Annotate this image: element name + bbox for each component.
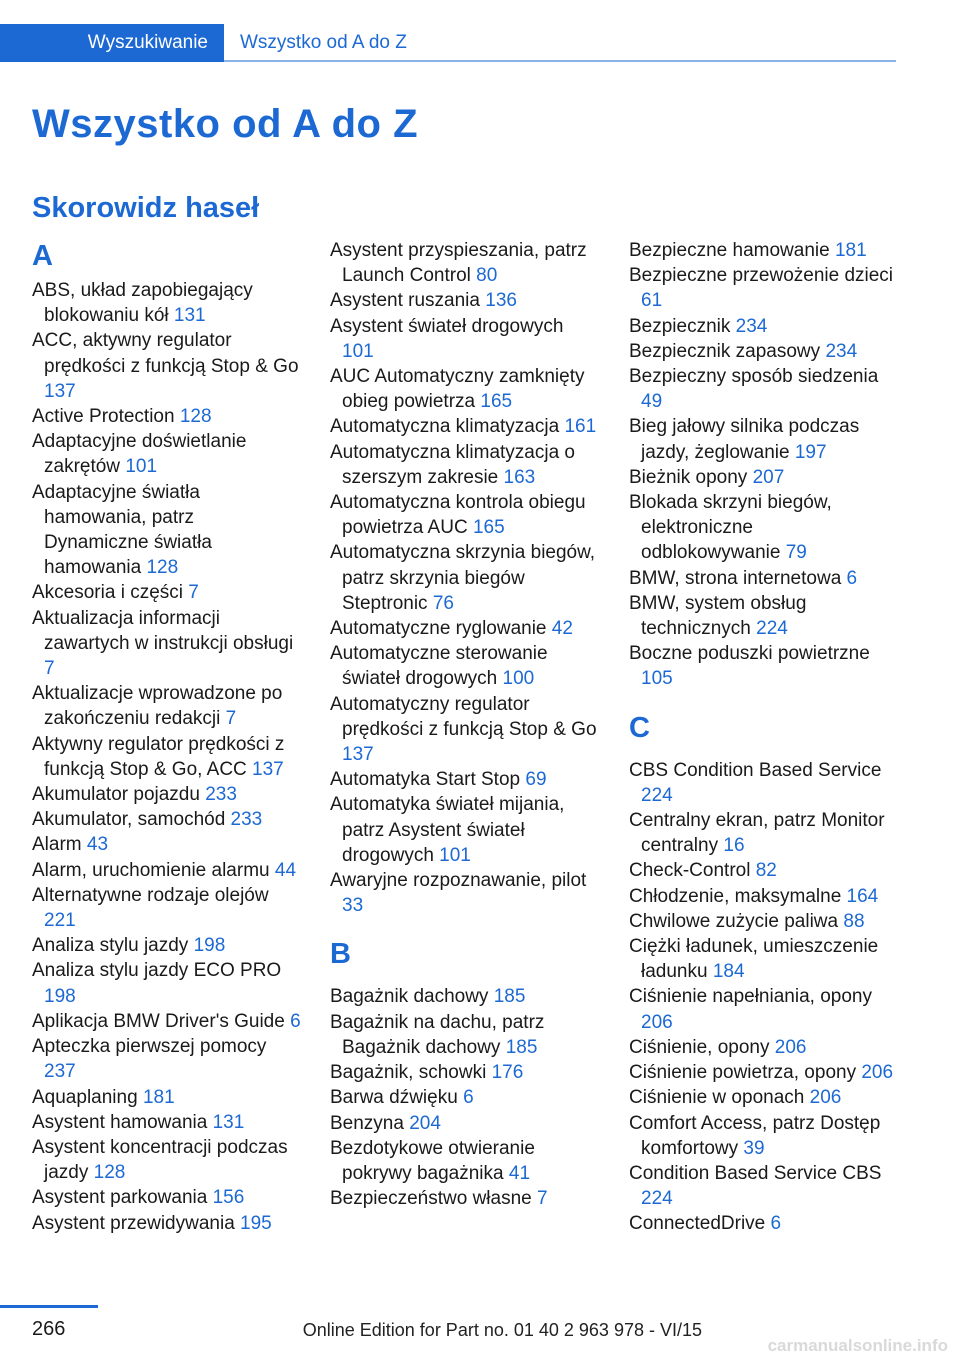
index-entry [330, 288, 600, 313]
entry-term: Automatyczne ryglowanie [330, 618, 547, 640]
entry-page-link[interactable]: 234 [735, 315, 768, 337]
entry-term: Condition Based Service CBS [629, 1162, 882, 1184]
entry-term: Benzyna [330, 1112, 404, 1134]
index-entry [32, 480, 302, 581]
entry-term: Centralny ekran, patrz Monitor centralny [629, 810, 885, 857]
index-entry [32, 606, 302, 682]
index-entry [629, 263, 897, 313]
entry-page-link[interactable]: 185 [505, 1036, 538, 1058]
entry-term: Alarm [32, 834, 82, 856]
entry-term: Alternatywne rodzaje olejów [32, 884, 269, 906]
index-entry [629, 591, 897, 641]
entry-term: Bezpieczne hamowanie [629, 240, 830, 261]
entry-page-link[interactable]: 206 [809, 1087, 842, 1109]
entry-page-link[interactable]: 42 [551, 618, 573, 640]
entry-term: AUC Automatyczny zamknięty obieg powietrza [330, 366, 585, 413]
entry-page-link[interactable]: 105 [641, 668, 673, 690]
index-entry [629, 1035, 897, 1060]
entry-term: Akumulator, samochód [32, 809, 226, 831]
entry-page-link[interactable]: 221 [44, 910, 76, 932]
header-bar [0, 24, 896, 62]
entry-page-link[interactable]: 69 [525, 769, 547, 791]
tab-a-to-z[interactable]: Wszystko od A do Z [240, 32, 407, 53]
entry-page-link[interactable]: 6 [770, 1213, 782, 1235]
index-entry [32, 1185, 302, 1210]
entry-term: Automatyczne sterowanie świateł drogowych [330, 643, 548, 690]
entry-page-link[interactable]: 206 [641, 1011, 673, 1033]
index-entry [629, 414, 897, 464]
entry-term: Asystent świateł drogowych [330, 315, 564, 337]
index-entry [629, 1085, 897, 1110]
entry-term: Awaryjne rozpoznawanie, pilot [330, 870, 587, 892]
section-letter: C [629, 711, 650, 744]
entry-term: Automatyczna klimatyzacja [330, 416, 560, 438]
entry-page-link[interactable]: 80 [476, 265, 498, 287]
index-entry [330, 1060, 600, 1085]
entry-term: Bieg jałowy silnika podczas jazdy, żeglowanie [629, 416, 860, 463]
entry-page-link[interactable]: 233 [230, 809, 263, 831]
index-entry [330, 984, 600, 1009]
entry-term: Blokada skrzyni biegów, elektroniczne odblokowywanie [629, 492, 832, 564]
entry-page-link[interactable]: 137 [342, 744, 374, 766]
entry-term: Bezpieczne przewożenie dzieci [629, 265, 894, 287]
entry-page-link[interactable]: 224 [756, 618, 788, 640]
index-entry [330, 1085, 600, 1110]
entry-page-link[interactable]: 7 [188, 582, 199, 604]
entry-page-link[interactable]: 233 [205, 784, 237, 806]
index-entry [629, 314, 897, 339]
entry-page-link[interactable]: 184 [712, 961, 745, 983]
index-column-1 [32, 238, 302, 1236]
entry-term: Aktualizacja informacji zawartych w instrukcji obsługi [32, 607, 294, 654]
index-entry [330, 692, 600, 768]
index-entry [629, 884, 897, 909]
entry-page-link[interactable]: 33 [342, 895, 364, 917]
index-entry [32, 278, 302, 328]
index-entry [32, 580, 302, 605]
entry-term: Bagażnik dachowy [330, 986, 489, 1008]
index-entry [32, 429, 302, 479]
index-entry [32, 1211, 302, 1236]
index-entry [330, 540, 600, 616]
entry-term: ACC, aktywny regulator prędkości z funkcją Stop & Go [32, 330, 299, 377]
entry-page-link[interactable]: 181 [142, 1086, 175, 1108]
entry-page-link[interactable]: 224 [641, 784, 673, 806]
index-entry [330, 616, 600, 641]
edition-text: Online Edition for Part no. 01 40 2 963 978 - VI/15 [302, 1320, 702, 1340]
entry-page-link[interactable]: 76 [432, 592, 454, 614]
entry-page-link[interactable]: 128 [146, 557, 179, 579]
entry-page-link[interactable]: 82 [755, 860, 777, 882]
entry-term: Analiza stylu jazdy [32, 935, 189, 957]
entry-page-link[interactable]: 131 [173, 305, 206, 327]
entry-page-link[interactable]: 88 [843, 910, 865, 932]
entry-page-link[interactable]: 163 [503, 466, 536, 488]
entry-page-link[interactable]: 207 [752, 466, 785, 488]
entry-page-link[interactable]: 137 [44, 380, 76, 402]
entry-term: Automatyka Start Stop [330, 769, 521, 791]
entry-term: Asystent koncentracji podczas jazdy [32, 1136, 288, 1184]
entry-term: Aktywny regulator prędkości z funkcją Stop & Go, ACC [32, 733, 285, 780]
entry-page-link[interactable]: 7 [44, 658, 55, 680]
entry-page-link[interactable]: 49 [641, 391, 663, 413]
page-subtitle: Skorowidz haseł [32, 192, 260, 224]
entry-page-link[interactable]: 131 [212, 1111, 245, 1133]
index-entry [32, 782, 302, 807]
index-entry [629, 238, 897, 263]
entry-term: Asystent przyspieszania, patrz Launch Control [330, 240, 587, 287]
index-entry [629, 566, 897, 591]
entry-term: BMW, system obsług technicznych [629, 592, 807, 640]
entry-term: Ciśnienie, opony [629, 1036, 770, 1058]
index-entry [629, 984, 897, 1034]
header-rule [224, 60, 896, 62]
section-letter: B [330, 938, 351, 971]
index-entry [330, 364, 600, 414]
entry-page-link[interactable]: 7 [537, 1188, 548, 1210]
index-entry [629, 934, 897, 984]
entry-page-link[interactable]: 79 [785, 542, 807, 564]
page-number: 266 [32, 1318, 66, 1340]
index-entry [32, 807, 302, 832]
index-entry [330, 1136, 600, 1186]
entry-page-link[interactable]: 206 [774, 1036, 807, 1058]
entry-page-link[interactable]: 197 [794, 441, 827, 463]
index-entry [330, 414, 600, 439]
entry-page-link[interactable]: 128 [179, 406, 212, 428]
index-entry [32, 958, 302, 1008]
entry-term: Ciężki ładunek, umieszczenie ładunku [629, 936, 879, 983]
index-entry [629, 909, 897, 934]
index-entry [629, 808, 897, 858]
entry-page-link[interactable]: 198 [193, 935, 226, 957]
entry-term: Bezpiecznik zapasowy [629, 340, 821, 362]
entry-term: Alarm, uruchomienie alarmu [32, 859, 270, 881]
entry-page-link[interactable]: 165 [480, 391, 513, 413]
tab-search[interactable]: Wyszukiwanie [0, 24, 224, 62]
entry-term: Automatyczna kontrola obiegu powietrza AUC [330, 492, 586, 539]
entry-page-link[interactable]: 101 [342, 340, 374, 362]
index-entry [330, 767, 600, 792]
entry-page-link[interactable]: 234 [825, 340, 858, 362]
entry-page-link[interactable]: 100 [502, 668, 535, 690]
index-entry [629, 758, 897, 808]
entry-term: BMW, strona internetowa [629, 567, 842, 589]
entry-term: Aquaplaning [32, 1086, 138, 1108]
index-entry [330, 1186, 600, 1211]
entry-term: CBS Condition Based Service [629, 759, 882, 781]
entry-term: Aplikacja BMW Driver's Guide [32, 1010, 285, 1032]
entry-page-link[interactable]: 7 [225, 708, 237, 730]
entry-term: Ciśnienie powietrza, opony [629, 1062, 857, 1084]
index-entry [330, 1111, 600, 1136]
entry-term: Ciśnienie napełniania, opony [629, 986, 872, 1008]
index-entry [32, 732, 302, 782]
entry-page-link[interactable]: 41 [508, 1162, 531, 1184]
index-entry [32, 681, 302, 731]
footer-rule [0, 1305, 98, 1308]
entry-page-link[interactable]: 176 [491, 1062, 524, 1084]
index-entry [629, 339, 897, 364]
entry-term: Bezpieczny sposób siedzenia [629, 366, 879, 388]
entry-page-link[interactable]: 101 [125, 456, 158, 478]
entry-term: Analiza stylu jazdy ECO PRO [32, 960, 282, 982]
entry-page-link[interactable]: 137 [252, 758, 284, 780]
index-entry [32, 933, 302, 958]
entry-term: Automatyka świateł mijania, patrz Asystent świateł drogowych [330, 794, 565, 866]
section-letter: A [32, 240, 53, 272]
entry-term: Bagażnik na dachu, patrz Bagażnik dachowy [330, 1011, 545, 1058]
index-entry [32, 328, 302, 404]
index-entry [330, 314, 600, 364]
entry-page-link[interactable]: 6 [463, 1087, 474, 1109]
entry-term: Bezpieczeństwo własne [330, 1188, 532, 1210]
index-entry [330, 238, 600, 288]
index-entry [629, 858, 897, 883]
entry-page-link[interactable]: 181 [834, 240, 867, 261]
index-entry [629, 465, 897, 490]
watermark: carmanualsonline.info [767, 1336, 948, 1355]
entry-page-link[interactable]: 128 [93, 1162, 126, 1184]
index-entry [32, 1110, 302, 1135]
entry-term: Check-Control [629, 860, 751, 882]
entry-page-link[interactable]: 237 [44, 1061, 76, 1083]
entry-term: Comfort Access, patrz Dostęp komfortowy [629, 1112, 881, 1159]
entry-page-link[interactable]: 6 [846, 567, 858, 589]
entry-term: Asystent przewidywania [32, 1212, 235, 1234]
index-entry [330, 490, 600, 540]
index-entry [629, 490, 897, 566]
entry-term: ConnectedDrive [629, 1213, 766, 1235]
index-entry [330, 641, 600, 691]
entry-page-link[interactable]: 16 [723, 835, 745, 857]
entry-page-link[interactable]: 164 [846, 885, 879, 907]
index-column-2 [330, 238, 600, 1211]
index-entry [32, 1085, 302, 1110]
index-entry [32, 832, 302, 857]
entry-term: Automatyczny regulator prędkości z funkcją Stop & Go [330, 693, 597, 740]
entry-page-link[interactable]: 156 [212, 1187, 245, 1209]
index-entry [629, 1161, 897, 1211]
index-entry [629, 364, 897, 414]
entry-term: Chłodzenie, maksymalne [629, 885, 842, 907]
entry-page-link[interactable]: 136 [485, 290, 517, 312]
entry-term: Automatyczna klimatyzacja o szerszym zakresie [330, 441, 575, 488]
entry-page-link[interactable]: 61 [641, 290, 663, 312]
entry-term: Bezpiecznik [629, 315, 731, 337]
entry-term: Aktualizacje wprowadzone po zakończeniu redakcji [32, 683, 283, 730]
entry-term: Bieżnik opony [629, 466, 748, 488]
entry-term: Ciśnienie w oponach [629, 1087, 805, 1109]
entry-term: ABS, układ zapobiegający blokowaniu kół [32, 280, 253, 327]
entry-term: Akumulator pojazdu [32, 784, 200, 806]
index-entry [330, 440, 600, 490]
entry-page-link[interactable]: 101 [439, 844, 471, 866]
index-entry [629, 1060, 897, 1085]
entry-term: Asystent parkowania [32, 1187, 208, 1209]
index-entry [629, 641, 897, 691]
entry-term: Active Protection [32, 406, 175, 428]
index-entry [330, 868, 600, 918]
entry-term: Asystent ruszania [330, 290, 480, 312]
index-entry [32, 1034, 302, 1084]
entry-term: Barwa dźwięku [330, 1087, 458, 1109]
index-entry [32, 858, 302, 883]
index-entry [629, 1111, 897, 1161]
entry-page-link[interactable]: 165 [472, 517, 505, 539]
entry-page-link[interactable]: 185 [493, 986, 526, 1008]
entry-term: Boczne poduszki powietrzne [629, 643, 870, 665]
entry-page-link[interactable]: 6 [290, 1010, 301, 1032]
entry-page-link[interactable]: 161 [564, 416, 597, 438]
entry-page-link[interactable]: 39 [743, 1137, 765, 1159]
entry-page-link[interactable]: 198 [44, 985, 76, 1007]
index-entry [330, 1010, 600, 1060]
entry-term: Adaptacyjne doświetlanie zakrętów [32, 431, 247, 478]
index-entry [32, 1135, 302, 1185]
index-entry [32, 883, 302, 933]
entry-page-link[interactable]: 43 [86, 834, 109, 856]
entry-term: Automatyczna skrzynia biegów, patrz skrzynia biegów Steptronic [330, 542, 596, 614]
entry-term: Asystent hamowania [32, 1111, 208, 1133]
entry-page-link[interactable]: 206 [861, 1062, 894, 1084]
entry-term: Bagażnik, schowki [330, 1062, 487, 1084]
entry-page-link[interactable]: 204 [409, 1112, 441, 1134]
entry-term: Chwilowe zużycie paliwa [629, 910, 839, 932]
index-entry [629, 1211, 897, 1236]
entry-term: Akcesoria i części [32, 582, 183, 604]
page-title: Wszystko od A do Z [32, 102, 419, 146]
entry-term: Apteczka pierwszej pomocy [32, 1036, 267, 1058]
index-entry [32, 1009, 302, 1034]
entry-page-link[interactable]: 44 [274, 859, 297, 881]
entry-term: Bezdotykowe otwieranie pokrywy bagażnika [330, 1137, 535, 1184]
index-column-3 [629, 238, 897, 1237]
index-entry [32, 404, 302, 429]
entry-page-link[interactable]: 195 [240, 1212, 272, 1234]
entry-page-link[interactable]: 224 [641, 1188, 673, 1210]
entry-term: Adaptacyjne światła hamowania, patrz Dynamiczne światła hamowania [32, 481, 212, 579]
index-entry [330, 792, 600, 868]
